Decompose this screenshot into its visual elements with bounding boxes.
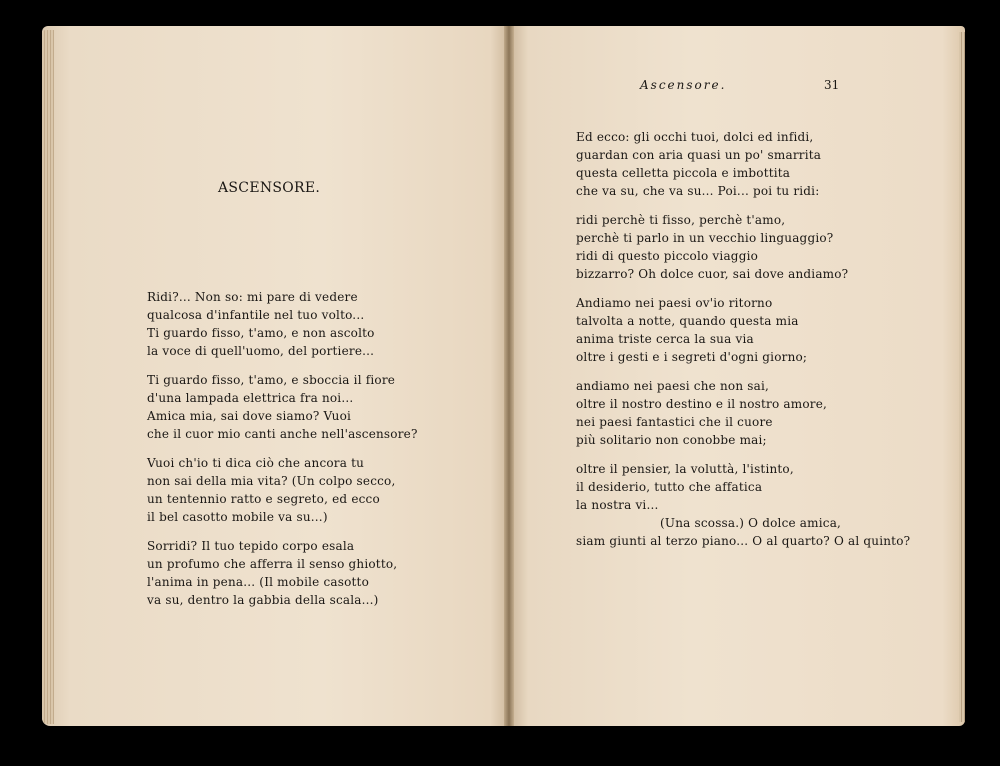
verse-line: Ti guardo fisso, t'amo, e sboccia il fiore	[147, 373, 396, 387]
verse-line: guardan con aria quasi un po' smarrita	[576, 148, 822, 162]
verse-line: Ed ecco: gli occhi tuoi, dolci ed infidi,	[576, 130, 814, 144]
verse-line: ridi perchè ti fisso, perchè t'amo,	[576, 213, 786, 227]
verse-line: qualcosa d'infantile nel tuo volto...	[147, 308, 365, 322]
verse-line: nei paesi fantastici che il cuore	[576, 415, 773, 429]
verse-line: che il cuor mio canti anche nell'ascensore?	[147, 427, 418, 441]
poem-title: ASCENSORE.	[218, 180, 321, 196]
verse-line: oltre il pensier, la voluttà, l'istinto,	[576, 462, 794, 476]
verse-line: oltre i gesti e i segreti d'ogni giorno;	[576, 350, 808, 364]
verse-line: perchè ti parlo in un vecchio linguaggio?	[576, 231, 834, 245]
verse-line: un profumo che afferra il senso ghiotto,	[147, 557, 398, 571]
verse-line: siam giunti al terzo piano... O al quarto? O al quinto?	[576, 534, 911, 548]
stanza	[576, 460, 910, 550]
verse-line: il desiderio, tutto che affatica	[576, 480, 763, 494]
stanza	[147, 288, 418, 360]
verse-line: questa celletta piccola e imbottita	[576, 166, 791, 180]
verse-line: la nostra vi...	[576, 498, 659, 512]
stanza	[147, 454, 418, 526]
stanza	[576, 211, 910, 283]
verse-line: Amica mia, sai dove siamo? Vuoi	[147, 409, 352, 423]
verse-line: oltre il nostro destino e il nostro amore,	[576, 397, 828, 411]
stanza	[576, 128, 910, 200]
verse-line: la voce di quell'uomo, del portiere...	[147, 344, 375, 358]
verse-line: ridi di questo piccolo viaggio	[576, 249, 759, 263]
verse-line: che va su, che va su... Poi... poi tu ridi:	[576, 184, 820, 198]
right-poem-body	[576, 128, 910, 561]
verse-line: anima triste cerca la sua via	[576, 332, 754, 346]
verse-line: andiamo nei paesi che non sai,	[576, 379, 770, 393]
page-edge-stack	[42, 30, 54, 724]
verse-line: talvolta a notte, quando questa mia	[576, 314, 799, 328]
verse-line: d'una lampada elettrica fra noi...	[147, 391, 354, 405]
verse-line: un tentennio ratto e segreto, ed ecco	[147, 492, 380, 506]
verse-line: bizzarro? Oh dolce cuor, sai dove andiamo?	[576, 267, 849, 281]
stanza	[576, 294, 910, 366]
verse-line: Ridi?... Non so: mi pare di vedere	[147, 290, 358, 304]
page-edge-stack-right	[959, 32, 965, 722]
page-number: 31	[824, 78, 840, 92]
book-gutter	[504, 26, 514, 726]
verse-line: Ti guardo fisso, t'amo, e non ascolto	[147, 326, 375, 340]
running-head: Ascensore.	[640, 78, 727, 92]
verse-line: Andiamo nei paesi ov'io ritorno	[576, 296, 773, 310]
verse-line: non sai della mia vita? (Un colpo secco,	[147, 474, 396, 488]
verse-line: l'anima in pena... (Il mobile casotto	[147, 575, 369, 589]
stanza	[147, 371, 418, 443]
verse-line: Vuoi ch'io ti dica ciò che ancora tu	[147, 456, 365, 470]
verse-line-indented: (Una scossa.) O dolce amica,	[660, 516, 842, 530]
stanza	[576, 377, 910, 449]
left-poem-body	[147, 288, 418, 620]
verse-line: il bel casotto mobile va su...)	[147, 510, 328, 524]
verse-line: Sorridi? Il tuo tepido corpo esala	[147, 539, 355, 553]
verse-line: più solitario non conobbe mai;	[576, 433, 767, 447]
stanza	[147, 537, 418, 609]
verse-line: va su, dentro la gabbia della scala...)	[147, 593, 379, 607]
